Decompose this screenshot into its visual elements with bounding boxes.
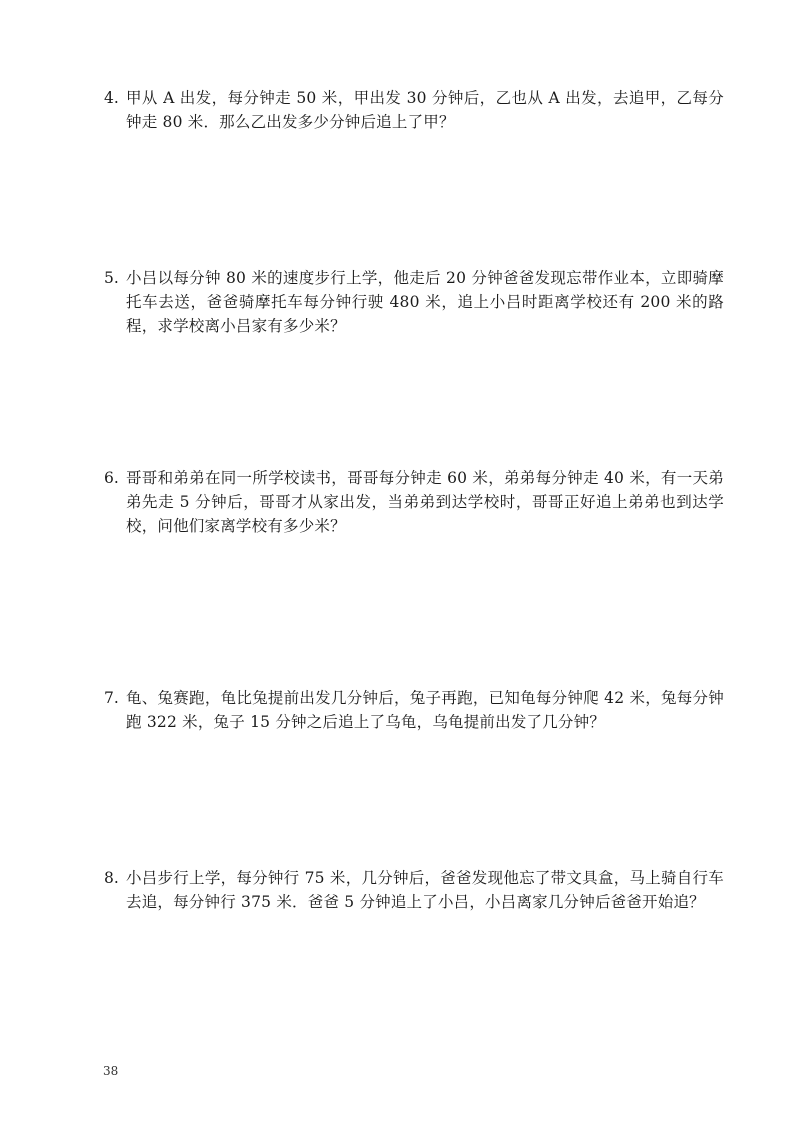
problem-text: 小吕步行上学，每分钟行 75 米，几分钟后，爸爸发现他忘了带文具盒，马上骑自行车去追，每分钟行 375 米．爸爸 5 分钟追上了小吕，小吕离家几分钟后爸爸开始追？	[126, 869, 724, 911]
problem-8	[104, 866, 724, 914]
problem-number: 4.	[104, 89, 119, 107]
problem-text: 小吕以每分钟 80 米的速度步行上学，他走后 20 分钟爸爸发现忘带作业本，立即骑摩托车去送，爸爸骑摩托车每分钟行驶 480 米，追上小吕时距离学校还有 200 米的路程，求学校离小吕家有多少米？	[126, 269, 724, 335]
page-number: 38	[103, 1064, 119, 1078]
problem-5	[104, 266, 724, 338]
problem-7	[104, 686, 724, 734]
problem-4	[104, 86, 724, 134]
problem-text: 龟、兔赛跑，龟比兔提前出发几分钟后，兔子再跑，已知龟每分钟爬 42 米，兔每分钟跑 322 米，兔子 15 分钟之后追上了乌龟，乌龟提前出发了几分钟？	[126, 689, 724, 731]
problem-text: 甲从 A 出发，每分钟走 50 米，甲出发 30 分钟后，乙也从 A 出发，去追甲，乙每分钟走 80 米．那么乙出发多少分钟后追上了甲？	[126, 89, 724, 131]
problem-number: 7.	[104, 689, 119, 707]
problem-number: 5.	[104, 269, 119, 287]
problem-number: 8.	[104, 869, 119, 887]
problem-6	[104, 466, 724, 538]
problem-number: 6.	[104, 469, 119, 487]
problem-text: 哥哥和弟弟在同一所学校读书，哥哥每分钟走 60 米，弟弟每分钟走 40 米，有一天弟弟先走 5 分钟后，哥哥才从家出发，当弟弟到达学校时，哥哥正好追上弟弟也到达学校，问他们家离学校有多少米？	[126, 469, 724, 535]
